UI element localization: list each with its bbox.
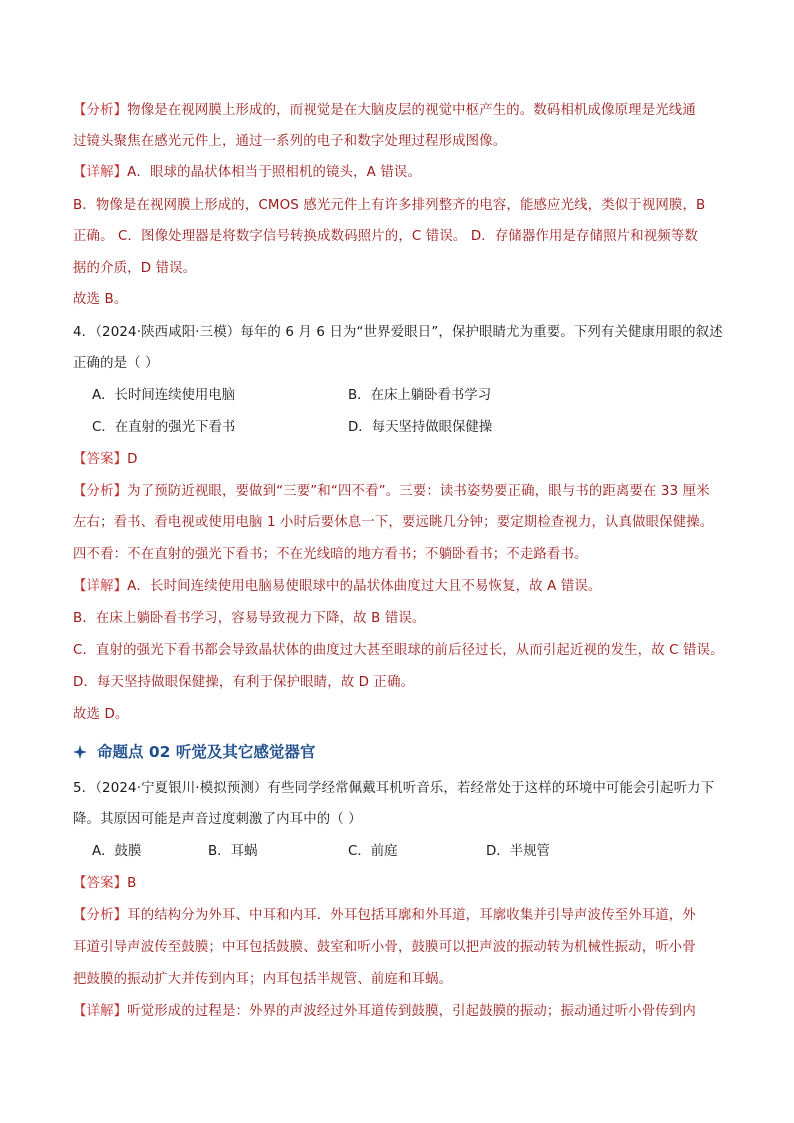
q4-analysis-line-2: 左右；看书、看电视或使用电脑 1 小时后要休息一下，要远眺几分钟；要定期检查视力，认真做眼保健操。 (73, 515, 714, 530)
q5-option-b: B．耳蜗 (208, 844, 258, 859)
q5-option-c: C．前庭 (348, 844, 398, 859)
q4-detail-line-3: C．直射的强光下看书都会导致晶状体的曲度过大甚至眼球的前后径过长，从而引起近视的发生，故 C 错误。 (73, 643, 724, 658)
q4-detail-line-4: D．每天坚持做眼保健操，有利于保护眼睛，故 D 正确。 (73, 675, 415, 690)
q4-stem-line-1: 4．（2024·陕西咸阳·三模）每年的 6 月 6 日为“世界爱眼日”，保护眼睛尤为重要。下列有关健康用眼的叙述 (73, 325, 723, 340)
q4-answer: 【答案】D (73, 452, 138, 467)
q3-analysis-line-1: 【分析】物像是在视网膜上形成的，而视觉是在大脑皮层的视觉中枢产生的。数码相机成像原理是光线通 (73, 103, 696, 118)
q3-detail-line-2: B．物像是在视网膜上形成的，CMOS 感光元件上有许多排列整齐的电容，能感应光线，类似于视网膜，B (73, 198, 706, 213)
q5-option-d: D．半规管 (486, 844, 550, 859)
q4-detail-line-2: B．在床上躺卧看书学习，容易导致视力下降，故 B 错误。 (73, 611, 426, 626)
q5-detail-line-1: 【详解】听觉形成的过程是：外界的声波经过外耳道传到鼓膜，引起鼓膜的振动；振动通过听小骨传到内 (73, 1004, 696, 1019)
q4-analysis-line-1: 【分析】为了预防近视眼，要做到“三要”和“四不看”。三要：读书姿势要正确，眼与书的距离要在 33 厘米 (73, 484, 710, 499)
q4-conclusion: 故选 D。 (73, 707, 129, 722)
analysis-tag: 【分析】 (73, 103, 128, 118)
detail-tag: 【详解】 (73, 165, 128, 180)
q3-detail-line-1: 【详解】A．眼球的晶状体相当于照相机的镜头，A 错误。 (73, 165, 422, 180)
q5-option-a: A．鼓膜 (92, 844, 142, 859)
q5-answer: 【答案】B (73, 876, 137, 891)
q5-stem-line-1: 5．（2024·宁夏银川·模拟预测）有些同学经常佩戴耳机听音乐，若经常处于这样的环境中可能会引起听力下 (73, 781, 715, 796)
q3-detail-line-3: 正确。 C．图像处理器是将数字信号转换成数码照片的，C 错误。 D．存储器作用是存储照片和视频等数 (73, 229, 698, 244)
section-title: 命题点 02 听觉及其它感觉器官 (97, 743, 316, 761)
q5-analysis-line-3: 把鼓膜的振动扩大并传到内耳；内耳包括半规管、前庭和耳蜗。 (73, 972, 453, 987)
q4-detail-line-1: 【详解】A．长时间连续使用电脑易使眼球中的晶状体曲度过大且不易恢复，故 A 错误。 (73, 579, 602, 594)
q4-option-b: B．在床上躺卧看书学习 (348, 388, 492, 403)
q4-analysis-line-3: 四不看：不在直射的强光下看书；不在光线暗的地方看书；不躺卧看书；不走路看书。 (73, 547, 588, 562)
q5-stem-line-2: 降。其原因可能是声音过度刺激了内耳中的（ ） (73, 812, 362, 827)
q4-option-c: C．在直射的强光下看书 (92, 420, 236, 435)
diamond-star-icon (73, 743, 87, 765)
q3-analysis-line-2: 过镜头聚焦在感光元件上，通过一系列的电子和数字处理过程形成图像。 (73, 134, 507, 149)
q4-option-a: A．长时间连续使用电脑 (92, 388, 236, 403)
section-heading (73, 741, 315, 765)
q4-option-d: D．每天坚持做眼保健操 (348, 420, 493, 435)
q5-analysis-line-1: 【分析】耳的结构分为外耳、中耳和内耳．外耳包括耳廓和外耳道，耳廓收集并引导声波传至外耳道，外 (73, 908, 696, 923)
q5-analysis-line-2: 耳道引导声波传至鼓膜；中耳包括鼓膜、鼓室和听小骨，鼓膜可以把声波的振动转为机械性振动，听小骨 (73, 940, 696, 955)
q3-conclusion: 故选 B。 (73, 292, 128, 307)
q4-stem-line-2: 正确的是（ ） (73, 356, 159, 371)
q3-detail-line-4: 据的介质，D 错误。 (73, 261, 197, 276)
